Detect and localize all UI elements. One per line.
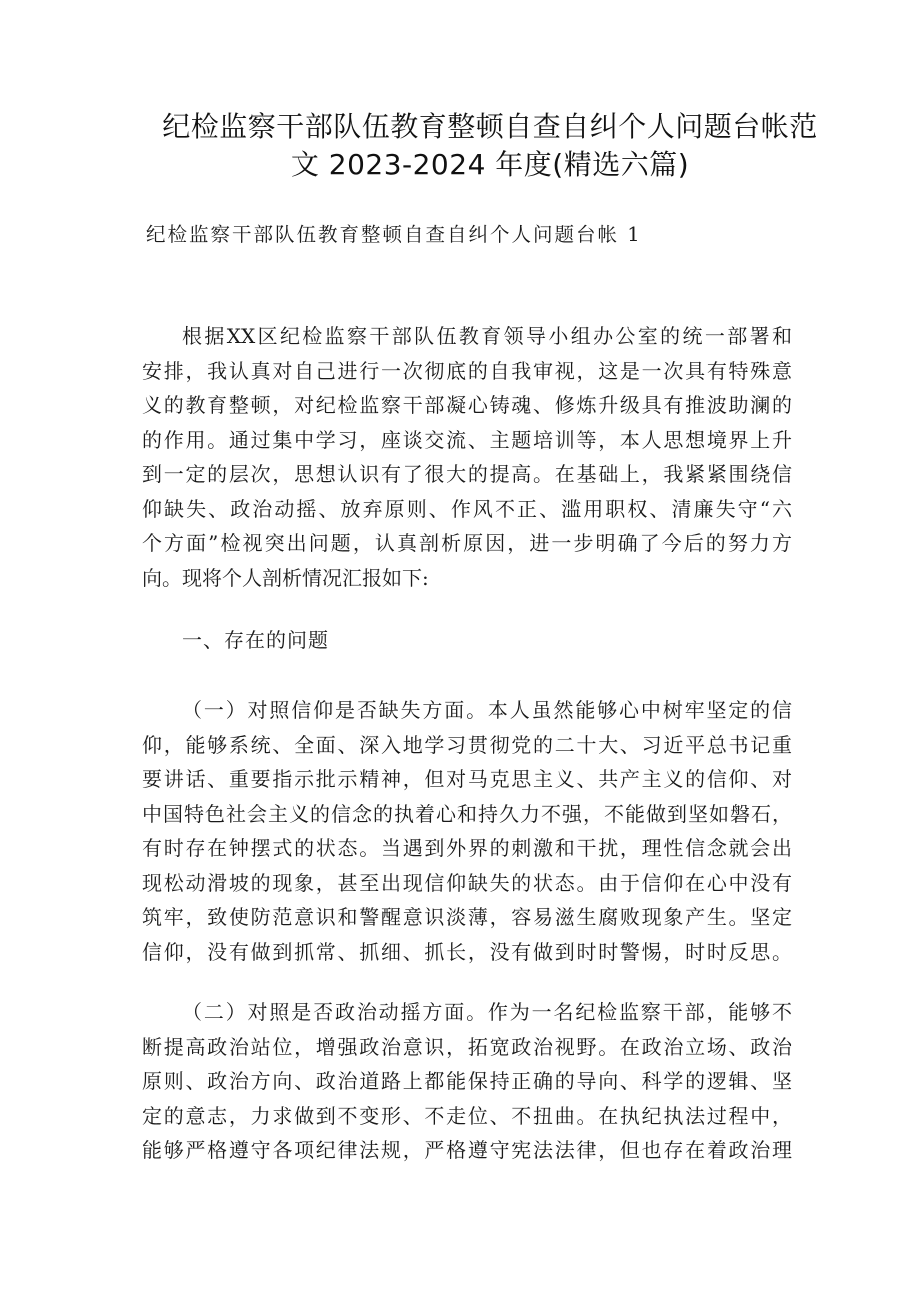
title-line-1: 纪检监察干部队伍教育整顿自查自纠个人问题台帐范 xyxy=(162,110,818,143)
text-line: 原则、政治方向、政治道路上都能保持正确的导向、科学的逻辑、坚 xyxy=(142,1069,792,1093)
text-line: 筑牢，致使防范意识和警醒意识淡薄，容易滋生腐败现象产生。坚定 xyxy=(142,905,792,929)
text-line: 断提高政治站位，增强政治意识，拓宽政治视野。在政治立场、政治 xyxy=(142,1034,792,1059)
text-line: 仰，能够系统、全面、深入地学习贯彻党的二十大、习近平总书记重 xyxy=(142,732,792,757)
text-line: 要讲话、重要指示批示精神，但对马克思主义、共产主义的信仰、对 xyxy=(142,767,792,791)
section-heading: 一、存在的问题 xyxy=(182,628,329,652)
text-line: 安排，我认真对自己进行一次彻底的自我审视，这是一次具有特殊意 xyxy=(142,358,792,383)
text-line: 能够严格遵守各项纪律法规，严格遵守宪法法律，但也存在着政治理 xyxy=(142,1138,792,1162)
text-line: （一）对照信仰是否缺失方面。本人虽然能够心中树牢坚定的信 xyxy=(182,698,792,722)
text-line: 个方面”检视突出问题，认真剖析原因，进一步明确了今后的努力方 xyxy=(142,531,792,555)
text-line: 到一定的层次，思想认识有了很大的提高。在基础上，我紧紧围绕信 xyxy=(142,462,792,486)
text-line: 定的意志，力求做到不变形、不走位、不扭曲。在执纪执法过程中， xyxy=(142,1103,792,1128)
paragraph-faith xyxy=(142,693,792,969)
text-line: 根据XX区纪检监察干部队伍教育领导小组办公室的统一部署和 xyxy=(182,324,792,348)
paragraph-politics xyxy=(142,995,792,1168)
text-line: 义的教育整顿，对纪检监察干部凝心铸魂、修炼升级具有推波助澜的 xyxy=(142,393,792,417)
paragraph-intro xyxy=(142,319,792,595)
text-line: 仰缺失、政治动摇、放弃原则、作风不正、滥用职权、清廉失守“六 xyxy=(142,496,792,521)
text-line: 有时存在钟摆式的状态。当遇到外界的刺激和干扰，理性信念就会出 xyxy=(142,836,792,860)
text-line: （二）对照是否政治动摇方面。作为一名纪检监察干部，能够不 xyxy=(182,1000,792,1024)
text-line: 中国特色社会主义的信念的执着心和持久力不强，不能做到坚如磐石， xyxy=(142,801,792,826)
title-line-2: 文 2023-2024 年度(精选六篇) xyxy=(290,148,690,181)
document-title xyxy=(140,108,840,184)
text-line: 现松动滑坡的现象，甚至出现信仰缺失的状态。由于信仰在心中没有 xyxy=(142,870,792,895)
text-line: 信仰，没有做到抓常、抓细、抓长，没有做到时时警惕，时时反思。 xyxy=(142,939,792,964)
text-line: 向。现将个人剖析情况汇报如下: xyxy=(142,565,429,590)
text-line: 的作用。通过集中学习，座谈交流、主题培训等，本人思想境界上升 xyxy=(142,427,792,452)
section-subtitle: 纪检监察干部队伍教育整顿自查自纠个人问题台帐 1 xyxy=(146,223,642,246)
